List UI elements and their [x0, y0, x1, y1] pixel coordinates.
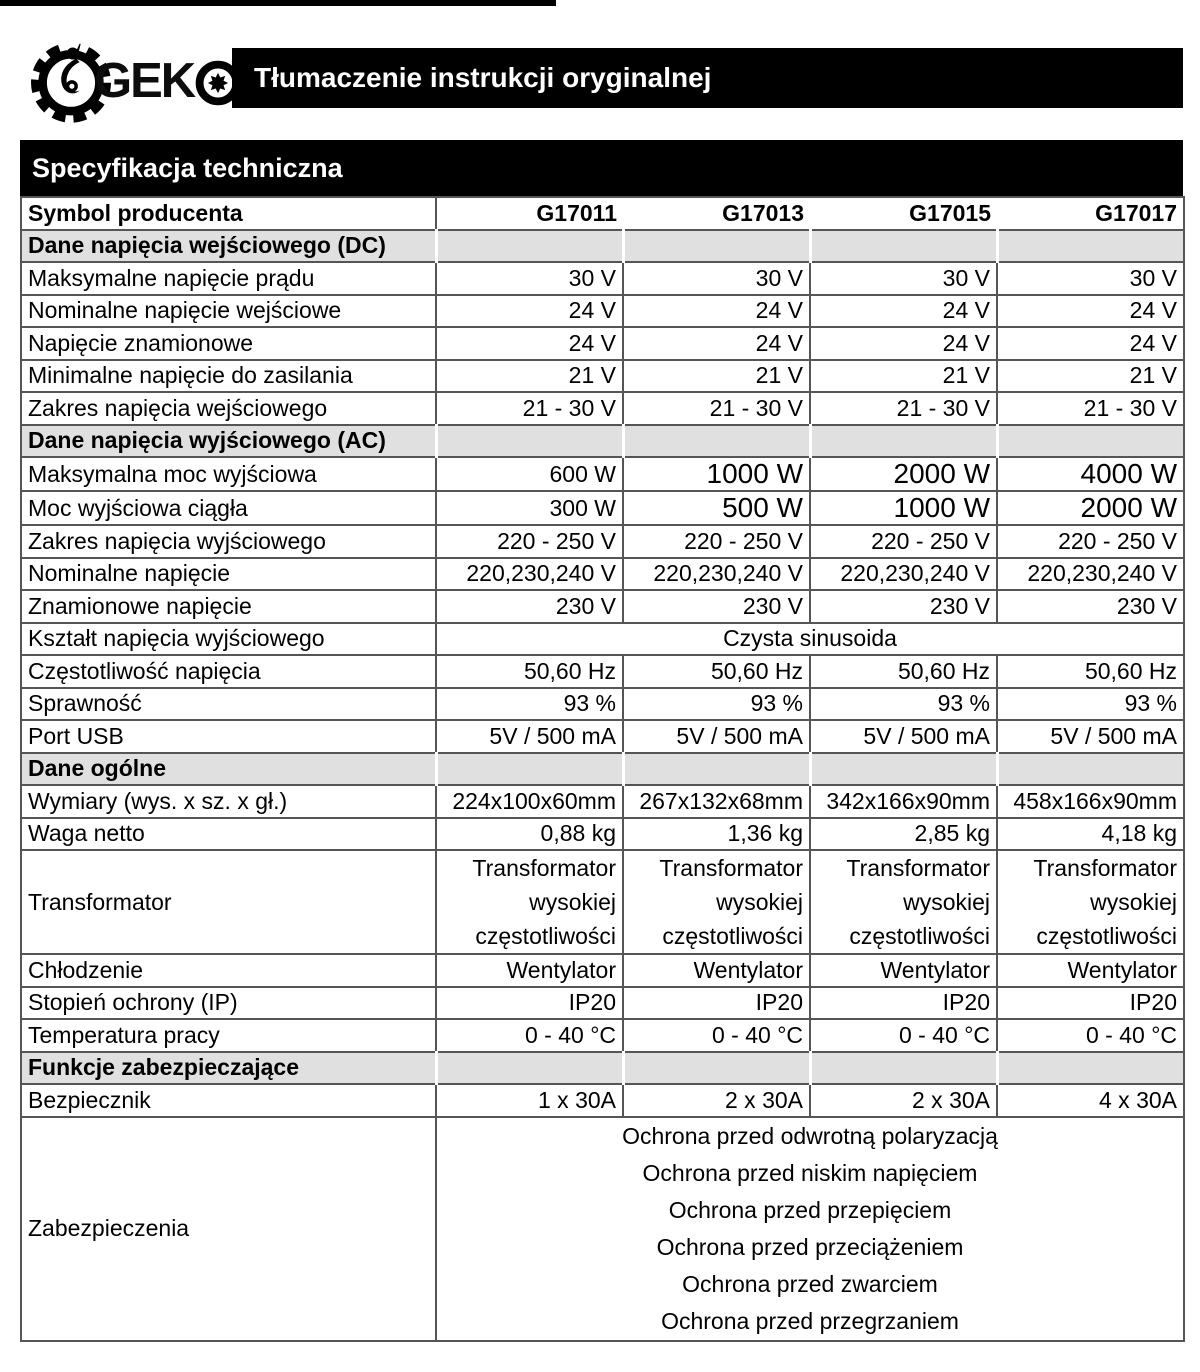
spec-label: Kształt napięcia wyjściowego [21, 623, 436, 656]
spec-value: 24 V [997, 295, 1184, 328]
section-header: Dane napięcia wyjściowego (AC) [21, 425, 436, 458]
model-code: G17011 [436, 197, 623, 230]
spec-value: 224x100x60mm [436, 785, 623, 818]
spec-value: 24 V [810, 327, 997, 360]
section-title-bar: Specyfikacja techniczna [20, 140, 1183, 196]
table-row [21, 295, 1184, 328]
merged-line: Ochrona przed niskim napięciem [642, 1159, 978, 1186]
table-row [21, 623, 1184, 656]
spec-value: 21 - 30 V [623, 392, 810, 425]
spec-value: 50,60 Hz [997, 655, 1184, 688]
spec-value: 500 W [623, 491, 810, 525]
spec-value: 0 - 40 °C [623, 1019, 810, 1052]
spec-label: Wymiary (wys. x sz. x gł.) [21, 785, 436, 818]
spec-value: 93 % [810, 688, 997, 721]
spec-value: 2 x 30A [623, 1084, 810, 1117]
spec-value: 220,230,240 V [436, 558, 623, 591]
table-row [21, 1084, 1184, 1117]
table-row [21, 327, 1184, 360]
merged-line: Ochrona przed odwrotną polaryzacją [622, 1122, 998, 1149]
section-cell [997, 1052, 1184, 1085]
spec-value: 0 - 40 °C [997, 1019, 1184, 1052]
spec-value [436, 850, 623, 954]
spec-value: 21 - 30 V [810, 392, 997, 425]
spec-value: IP20 [997, 987, 1184, 1020]
spec-value: 93 % [436, 688, 623, 721]
value-line: wysokiej [903, 889, 990, 915]
spec-label: Nominalne napięcie wejściowe [21, 295, 436, 328]
spec-value: 2,85 kg [810, 818, 997, 851]
spec-value: IP20 [810, 987, 997, 1020]
value-line: Transformator [846, 855, 990, 881]
section-cell [436, 753, 623, 786]
spec-value: 5V / 500 mA [997, 720, 1184, 753]
spec-value: Wentylator [997, 954, 1184, 987]
spec-value: 1,36 kg [623, 818, 810, 851]
spec-label: Zakres napięcia wejściowego [21, 392, 436, 425]
table-row [21, 1052, 1184, 1085]
value-line: Transformator [1033, 855, 1177, 881]
spec-value: 220 - 250 V [623, 525, 810, 558]
section-cell [997, 230, 1184, 263]
value-line: Transformator [659, 855, 803, 881]
spec-value: 30 V [623, 262, 810, 295]
table-row [21, 491, 1184, 525]
spec-value: 0 - 40 °C [810, 1019, 997, 1052]
table-row [21, 850, 1184, 954]
section-cell [810, 1052, 997, 1085]
section-cell [810, 230, 997, 263]
table-row [21, 262, 1184, 295]
table-row [21, 230, 1184, 263]
spec-table-body [21, 197, 1184, 1341]
spec-label: Maksymalna moc wyjściowa [21, 457, 436, 491]
spec-label: Moc wyjściowa ciągła [21, 491, 436, 525]
spec-value: IP20 [436, 987, 623, 1020]
geko-logo [28, 40, 256, 122]
value-line: częstotliwości [475, 923, 616, 949]
spec-label: Napięcie znamionowe [21, 327, 436, 360]
spec-value: 93 % [623, 688, 810, 721]
spec-value: 2000 W [810, 457, 997, 491]
spec-value: 4,18 kg [997, 818, 1184, 851]
spec-value: 0,88 kg [436, 818, 623, 851]
spec-value: 24 V [436, 327, 623, 360]
merged-line: Ochrona przed zwarciem [682, 1270, 938, 1297]
section-cell [997, 753, 1184, 786]
merged-line: Ochrona przed przeciążeniem [656, 1233, 964, 1260]
spec-value: Wentylator [623, 954, 810, 987]
table-row [21, 655, 1184, 688]
spec-value [810, 850, 997, 954]
spec-value [623, 850, 810, 954]
value-line: wysokiej [1090, 889, 1177, 915]
spec-value: 342x166x90mm [810, 785, 997, 818]
spec-value: 230 V [436, 590, 623, 623]
table-row [21, 688, 1184, 721]
spec-value: 50,60 Hz [436, 655, 623, 688]
spec-value: 30 V [997, 262, 1184, 295]
section-cell [623, 1052, 810, 1085]
table-row [21, 197, 1184, 230]
spec-value: 21 V [623, 360, 810, 393]
spec-value: 0 - 40 °C [436, 1019, 623, 1052]
spec-value: 230 V [810, 590, 997, 623]
table-row [21, 987, 1184, 1020]
table-row [21, 1019, 1184, 1052]
spec-value: 21 V [810, 360, 997, 393]
spec-value: 50,60 Hz [810, 655, 997, 688]
spec-label: Maksymalne napięcie prądu [21, 262, 436, 295]
spec-label: Chłodzenie [21, 954, 436, 987]
table-row [21, 1117, 1184, 1341]
spec-value: 220,230,240 V [810, 558, 997, 591]
spec-value: 24 V [997, 327, 1184, 360]
section-cell [810, 753, 997, 786]
table-row [21, 558, 1184, 591]
merged-line: Ochrona przed przepięciem [668, 1196, 952, 1223]
table-row [21, 425, 1184, 458]
section-cell [810, 425, 997, 458]
section-cell [436, 1052, 623, 1085]
table-row [21, 392, 1184, 425]
spec-value: 4 x 30A [997, 1084, 1184, 1117]
spec-value: 600 W [436, 457, 623, 491]
table-row [21, 360, 1184, 393]
spec-label: Zakres napięcia wyjściowego [21, 525, 436, 558]
table-row [21, 525, 1184, 558]
banner-title: Tłumaczenie instrukcji oryginalnej [232, 48, 1183, 108]
merged-line: Ochrona przed przegrzaniem [661, 1307, 959, 1334]
value-line: Transformator [472, 855, 616, 881]
spec-label: Sprawność [21, 688, 436, 721]
spec-value: 5V / 500 mA [623, 720, 810, 753]
spec-label: Minimalne napięcie do zasilania [21, 360, 436, 393]
spec-value: 2000 W [997, 491, 1184, 525]
spec-value: 267x132x68mm [623, 785, 810, 818]
table-row [21, 753, 1184, 786]
spec-label: Znamionowe napięcie [21, 590, 436, 623]
table-row [21, 457, 1184, 491]
model-code: G17015 [810, 197, 997, 230]
spec-value: Wentylator [436, 954, 623, 987]
spec-value: 24 V [623, 327, 810, 360]
spec-value: 24 V [810, 295, 997, 328]
brand-text: GEK [94, 54, 195, 108]
spec-value: 30 V [810, 262, 997, 295]
section-header: Dane ogólne [21, 753, 436, 786]
spec-value: 93 % [997, 688, 1184, 721]
spec-table [20, 196, 1185, 1342]
section-cell [436, 425, 623, 458]
spec-value: 50,60 Hz [623, 655, 810, 688]
spec-label: Port USB [21, 720, 436, 753]
section-cell [997, 425, 1184, 458]
spec-label: Waga netto [21, 818, 436, 851]
spec-value: 1 x 30A [436, 1084, 623, 1117]
spec-label: Stopień ochrony (IP) [21, 987, 436, 1020]
table-row [21, 954, 1184, 987]
spec-value: 220,230,240 V [623, 558, 810, 591]
spec-label: Symbol producenta [21, 197, 436, 230]
spec-label: Temperatura pracy [21, 1019, 436, 1052]
spec-label: Transformator [21, 850, 436, 954]
spec-value: 5V / 500 mA [436, 720, 623, 753]
table-row [21, 785, 1184, 818]
spec-value: 21 V [997, 360, 1184, 393]
spec-value: 300 W [436, 491, 623, 525]
spec-value: IP20 [623, 987, 810, 1020]
value-line: wysokiej [716, 889, 803, 915]
spec-value: Wentylator [810, 954, 997, 987]
spec-value: 230 V [623, 590, 810, 623]
scan-edge-artifact [0, 0, 556, 6]
table-row [21, 590, 1184, 623]
model-code: G17013 [623, 197, 810, 230]
spec-value: 24 V [623, 295, 810, 328]
model-code: G17017 [997, 197, 1184, 230]
spec-label: Nominalne napięcie [21, 558, 436, 591]
value-line: częstotliwości [662, 923, 803, 949]
spec-value: 220,230,240 V [997, 558, 1184, 591]
spec-value: 21 - 30 V [997, 392, 1184, 425]
spec-value: 1000 W [623, 457, 810, 491]
spec-value: 24 V [436, 295, 623, 328]
section-header: Dane napięcia wejściowego (DC) [21, 230, 436, 263]
section-cell [623, 425, 810, 458]
merged-value [436, 1117, 1184, 1341]
spec-value: 4000 W [997, 457, 1184, 491]
spec-value: 21 V [436, 360, 623, 393]
spec-value: 220 - 250 V [997, 525, 1184, 558]
spec-value: 458x166x90mm [997, 785, 1184, 818]
table-row [21, 720, 1184, 753]
spec-value: 220 - 250 V [810, 525, 997, 558]
value-line: wysokiej [529, 889, 616, 915]
section-cell [623, 230, 810, 263]
spec-label: Częstotliwość napięcia [21, 655, 436, 688]
merged-value: Czysta sinusoida [436, 623, 1184, 656]
value-line: częstotliwości [1036, 923, 1177, 949]
spec-value: 21 - 30 V [436, 392, 623, 425]
spec-value: 5V / 500 mA [810, 720, 997, 753]
value-line: częstotliwości [849, 923, 990, 949]
spec-label: Bezpiecznik [21, 1084, 436, 1117]
spec-value: 230 V [997, 590, 1184, 623]
spec-value: 220 - 250 V [436, 525, 623, 558]
section-cell [436, 230, 623, 263]
spec-value [997, 850, 1184, 954]
section-cell [623, 753, 810, 786]
spec-value: 2 x 30A [810, 1084, 997, 1117]
spec-label: Zabezpieczenia [21, 1117, 436, 1341]
table-row [21, 818, 1184, 851]
spec-value: 1000 W [810, 491, 997, 525]
spec-value: 30 V [436, 262, 623, 295]
section-header: Funkcje zabezpieczające [21, 1052, 436, 1085]
